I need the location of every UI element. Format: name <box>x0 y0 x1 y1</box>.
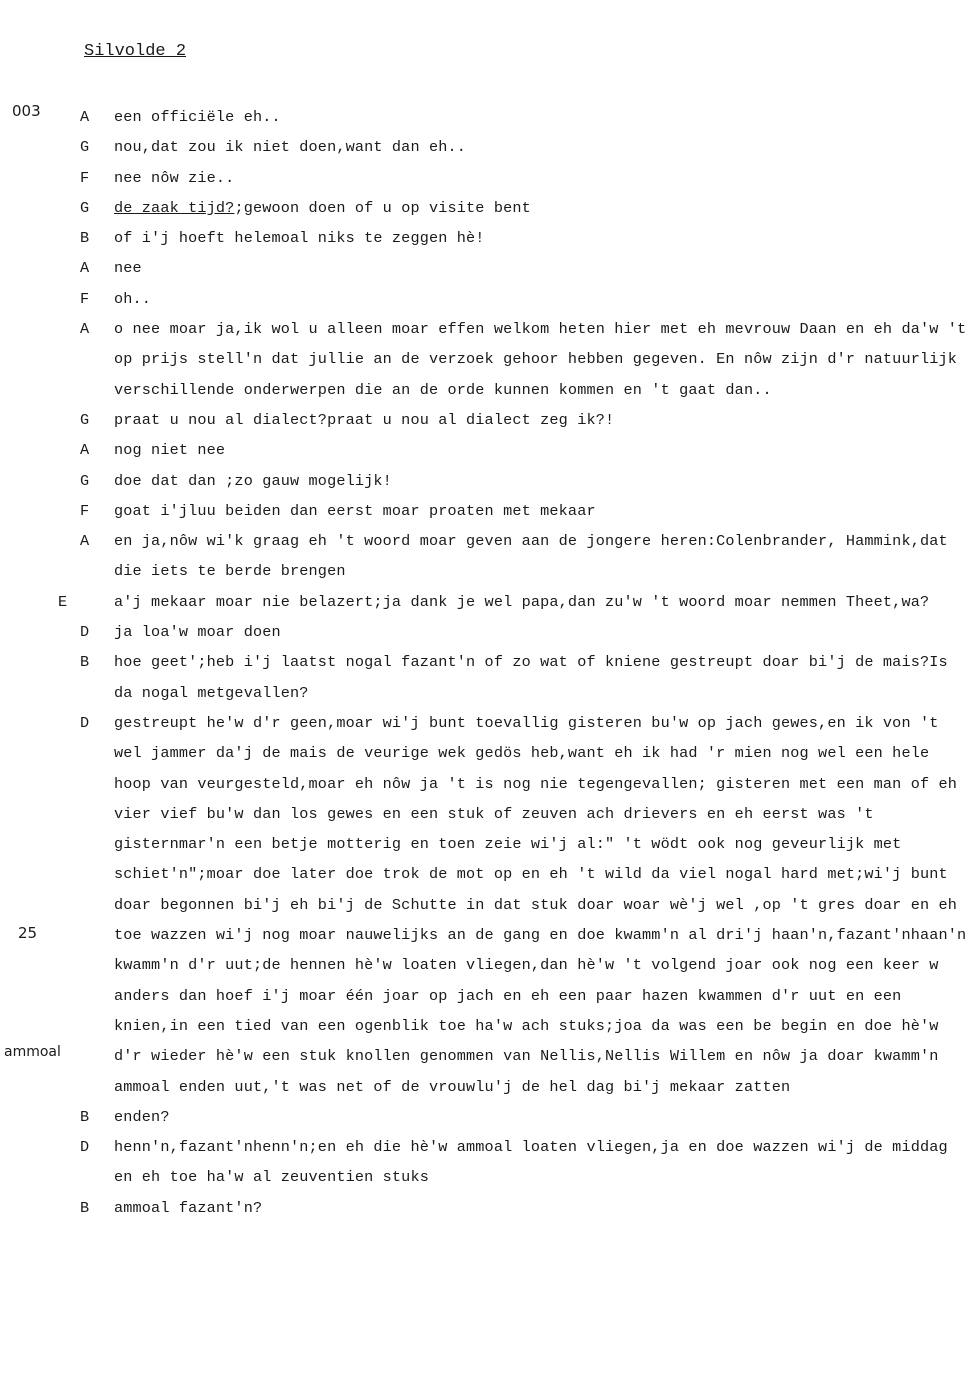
speaker-label: B <box>80 653 90 672</box>
utterance: ja loa'w moar doen <box>114 623 281 642</box>
transcript-line <box>0 496 973 526</box>
speaker-label: G <box>80 138 90 157</box>
transcript-line <box>0 435 973 465</box>
transcript-line <box>0 1193 973 1223</box>
transcript-line <box>0 526 973 587</box>
utterance: nee nôw zie.. <box>114 168 235 187</box>
utterance: gestreupt he'w d'r geen,moar wi'j bunt toevallig gisteren bu'w op jach gewes,en ik von 't wel jammer da'j de mais de veurige wek gedös heb,want eh ik had 'r mien nog wel een hele hoop van veurgesteld,moar eh nôw ja 't is nog nie tegengevallen; gisteren met een man of eh vier vief bu'w dan los gewes en een stuk of zeuven ach drievers en eh eerst was 't gisternmar'n een betje motterig en toen zeie wi'j al:" 't wödt ook nog geveurlijk met schiet'n";moar doe later doe trok de mot op en eh 't wild da viel nogal hard met;wi'j bunt doar begonnen bi'j eh bi'j de Schutte in dat stuk doar woar wè'j wel ,op 't gres doar en eh toe wazzen wi'j nog moar nauwelijks an de gang en doe kwamm'n al dri'j haan'n,fazant'nhaan'n kwamm'n d'r uut;de hennen hè'w loaten vliegen,dan hè'w 't volgend joar ook nog een keer w anders dan hoef i'j moar één joar op jach en eh een paar hazen kwammen d'r uut en een knien,in een tied van een ogenblik toe ha'w ach stuks;joa da was een be begin en doe hè'w d'r wieder hè'w een stuk knollen genommen van Nellis,Nellis Willem en nôw ja doar kwamm'n ammoal enden uut,'t was net of de vrouwlu'j de hel dag bi'j mekaar zatten <box>114 713 967 1096</box>
utterance: o nee moar ja,ik wol u alleen moar effen welkom heten hier met eh mevrouw Daan en eh da'w 't op prijs stell'n dat jullie an de verzoek gehoor hebben gegeven. En nôw zijn d'r natuurlijk verschillende onderwerpen die an de orde kunnen kommen en 't gaat dan.. <box>114 320 967 399</box>
margin-code: 003 <box>12 102 41 120</box>
utterance: ammoal fazant'n? <box>114 1198 263 1217</box>
speaker-label: A <box>80 532 90 551</box>
utterance: henn'n,fazant'nhenn'n;en eh die hè'w ammoal loaten vliegen,ja en doe wazzen wi'j de middag en eh toe ha'w al zeuventien stuks <box>114 1138 948 1187</box>
speaker-label: F <box>80 168 90 187</box>
speaker-label: B <box>80 1198 90 1217</box>
transcript-line <box>0 132 973 162</box>
utterance: of i'j hoeft helemoal niks te zeggen hè! <box>114 229 485 248</box>
transcript-line <box>0 223 973 253</box>
speaker-label: A <box>80 259 90 278</box>
transcript-line <box>0 587 973 617</box>
utterance: en ja,nôw wi'k graag eh 't woord moar geven aan de jongere heren:Colenbrander, Hammink,dat die iets te berde brengen <box>114 532 948 581</box>
utterance-rest: ;gewoon doen of u op visite bent <box>234 198 531 217</box>
transcript-line <box>0 1102 973 1132</box>
transcript-line <box>0 708 973 1102</box>
utterance: a'j mekaar moar nie belazert;ja dank je wel papa,dan zu'w 't woord moar nemmen Theet,wa? <box>114 592 930 611</box>
speaker-label: F <box>80 501 90 520</box>
margin-note: ammoal <box>4 1044 61 1060</box>
transcript-line <box>0 253 973 283</box>
utterance: oh.. <box>114 289 152 308</box>
utterance: praat u nou al dialect?praat u nou al dialect zeg ik?! <box>114 410 615 429</box>
utterance: nee <box>114 259 142 278</box>
speaker-label: G <box>80 410 90 429</box>
transcript-line <box>0 193 973 223</box>
speaker-label: G <box>80 198 90 217</box>
utterance: nog niet nee <box>114 441 226 460</box>
transcript-line <box>0 102 973 132</box>
speaker-label: E <box>58 592 68 611</box>
utterance: hoe geet';heb i'j laatst nogal fazant'n of zo wat of kniene gestreupt doar bi'j de mais?Is da nogal metgevallen? <box>114 653 948 702</box>
speaker-label: A <box>80 441 90 460</box>
utterance: doe dat dan ;zo gauw mogelijk! <box>114 471 392 490</box>
transcript-line <box>0 617 973 647</box>
speaker-label: D <box>80 623 90 642</box>
page-title: Silvolde 2 <box>84 42 187 61</box>
utterance: een officiële eh.. <box>114 108 281 126</box>
speaker-label: D <box>80 1138 90 1157</box>
utterance <box>114 193 972 223</box>
speaker-label: B <box>80 229 90 248</box>
utterance: goat i'jluu beiden dan eerst moar proaten met mekaar <box>114 501 596 520</box>
utterance: nou,dat zou ik niet doen,want dan eh.. <box>114 138 467 157</box>
margin-number: 25 <box>18 924 38 942</box>
utterance: enden? <box>114 1107 170 1126</box>
underlined-phrase: de zaak tijd? <box>114 198 235 217</box>
transcript-line <box>0 314 973 405</box>
transcript-line <box>0 163 973 193</box>
speaker-label: B <box>80 1107 90 1126</box>
transcript-line <box>0 647 973 708</box>
speaker-label: G <box>80 471 90 490</box>
speaker-label: A <box>80 108 90 126</box>
transcript-line <box>0 284 973 314</box>
speaker-label: A <box>80 320 90 339</box>
speaker-label: F <box>80 289 90 308</box>
transcript-line <box>0 466 973 496</box>
speaker-label: D <box>80 713 90 732</box>
transcript-line <box>0 1132 973 1193</box>
transcript-line <box>0 405 973 435</box>
transcript <box>0 102 973 1223</box>
